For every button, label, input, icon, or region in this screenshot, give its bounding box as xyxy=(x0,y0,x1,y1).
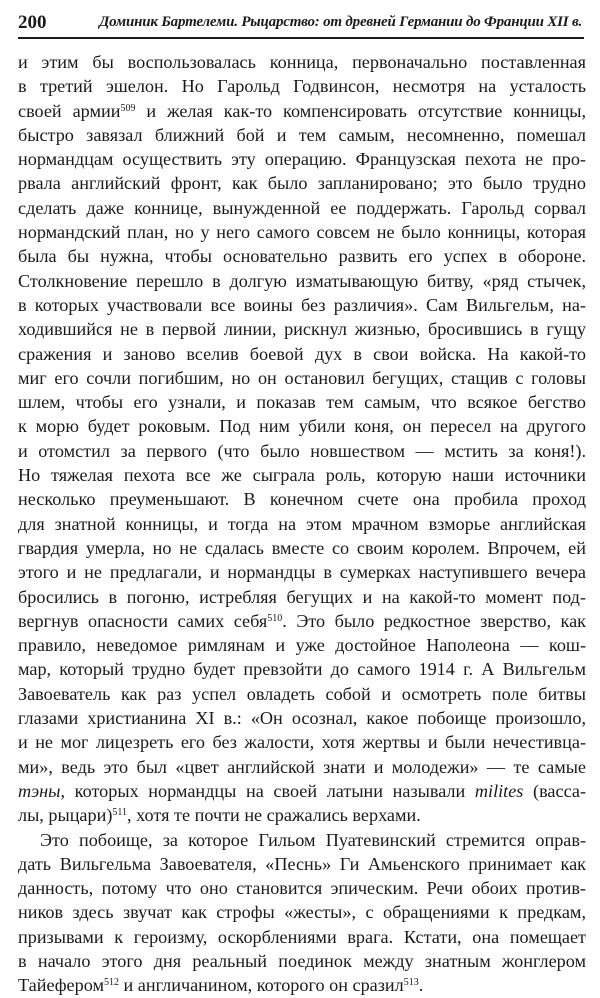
text-line xyxy=(18,293,586,317)
text-segment: и этим бы воспользовалась конница, первоначально поставленная xyxy=(18,52,586,72)
text-segment: дать Вильгельма Завоевателя, «Песнь» Ги Амьенского принимает как xyxy=(18,853,586,874)
text-line xyxy=(18,852,586,876)
text-segment: , которых нормандцы на своей латыни называли xyxy=(60,780,475,801)
text-segment: ми», ведь это был «цвет английской знати и молодежи» — те самые xyxy=(18,756,586,777)
text-segment: сделать даже коннице, вынужденной ее поддержать. Гарольд сорвал xyxy=(18,197,586,218)
text-line xyxy=(18,342,586,366)
text-segment: данность, потому что оно становится эпическим. Речи обоих против- xyxy=(18,878,586,899)
text-line xyxy=(18,196,586,220)
text-segment: нормандцам осуществить эту операцию. Французская пехота не про- xyxy=(18,149,586,170)
text-line xyxy=(18,876,586,900)
text-line xyxy=(18,439,586,463)
text-line xyxy=(18,755,586,779)
text-segment: (васса- xyxy=(523,780,586,801)
text-line xyxy=(18,171,586,195)
text-segment: в третий эшелон. Но Гарольд Годвинсон, несмотря на усталость xyxy=(18,76,586,97)
text-segment: нормандский план, но у него самого совсем не было конницы, которая xyxy=(18,222,586,243)
text-segment: рвала английский фронт, как было запланировано; это было трудно xyxy=(18,173,586,194)
text-segment: вергнув опасности самих себя xyxy=(18,610,268,631)
text-line xyxy=(18,50,586,74)
text-line xyxy=(18,147,586,171)
body-text xyxy=(18,50,586,998)
text-line xyxy=(18,536,586,560)
text-line xyxy=(18,560,586,584)
italic-term: тэны xyxy=(18,780,61,801)
footnote-marker: 510 xyxy=(267,612,283,624)
text-line xyxy=(18,657,586,681)
text-line xyxy=(18,244,586,268)
text-line xyxy=(18,512,586,536)
text-line xyxy=(18,317,586,341)
text-segment: призывами к героизму, оскорблениями врага. Кстати, она помещает xyxy=(18,926,586,947)
text-segment: ходившийся не в первой линии, рискнул жизнью, бросившись в гущу xyxy=(18,319,586,340)
text-segment: бросились в погоню, истребляя бегущих и на какой-то момент под- xyxy=(18,586,586,607)
text-segment: . xyxy=(418,975,424,996)
text-line xyxy=(18,973,586,997)
text-segment: Завоеватель как раз успел овладеть собой и осмотреть поле битвы xyxy=(18,683,586,704)
header-rule xyxy=(18,37,584,39)
text-segment: для знатной конницы, и тогда на этом мрачном взморье английская xyxy=(18,513,586,534)
footnote-marker: 513 xyxy=(403,977,419,989)
text-segment: несколько преуменьшают. В конечном счете она пробила проход xyxy=(18,489,586,510)
text-line xyxy=(18,123,586,147)
text-line xyxy=(18,585,586,609)
footnote-marker: 509 xyxy=(120,102,136,114)
text-segment: и отомстил за первого (что было новшеством — мстить за коня!). xyxy=(18,440,586,461)
text-segment: и англичанином, которого он сразил xyxy=(118,975,404,996)
text-segment: Это побоище, за которое Гильом Пуатевинский стремится оправ- xyxy=(40,829,586,850)
page-header xyxy=(18,10,584,40)
text-segment: Но тяжелая пехота все же сыграла роль, которую наши источники xyxy=(18,465,586,486)
text-line xyxy=(18,414,586,438)
text-segment: . Это было редкостное зверство, как xyxy=(282,610,586,631)
text-segment: , хотя те почти не сражались верхами. xyxy=(127,805,421,826)
text-segment: правило, неведомое римлянам и уже достойное Наполеона — кош- xyxy=(18,635,586,656)
text-segment: и не мог лицезреть его без жалости, хотя жертвы и были нечестивца- xyxy=(18,732,586,753)
text-segment: глазами христианина XI в.: «Он осознал, какое побоище произошло, xyxy=(18,708,586,729)
text-segment: шлем, чтобы его узнали, и показав тем самым, что всякое бегство xyxy=(18,392,586,413)
page-number: 200 xyxy=(18,12,47,33)
text-segment: быстро завязал ближний бой и тем самым, несомненно, помешал xyxy=(18,124,586,145)
footnote-marker: 512 xyxy=(103,977,119,989)
text-line xyxy=(18,220,586,244)
text-line xyxy=(18,463,586,487)
footnote-marker: 511 xyxy=(112,807,128,819)
text-segment: сражения и заново вселив боевой дух в свои войска. На какой-то xyxy=(18,343,586,364)
text-line xyxy=(18,269,586,293)
text-line xyxy=(18,828,586,852)
text-line xyxy=(18,74,586,98)
text-segment: Столкновение перешло в долгую изматывающую битву, «ряд стычек, xyxy=(18,270,586,291)
text-segment: гвардия умерла, но не сдалась вместе со своим королем. Впрочем, ей xyxy=(18,537,586,558)
text-line xyxy=(18,609,586,633)
text-segment: лы, рыцари) xyxy=(18,805,113,826)
text-segment: ников здесь звучат как строфы «жесты», с обращениями к предкам, xyxy=(18,902,586,923)
text-segment: и желая как-то компенсировать отсутствие конницы, xyxy=(135,100,586,121)
text-segment: была бы нужна, чтобы основательно развить его успех в обороне. xyxy=(18,246,586,267)
text-segment: к морю будет роковым. Под ним убили коня, он пересел на другого xyxy=(18,416,586,437)
text-segment: в начало этого дня реальный поединок между знатным жонглером xyxy=(18,950,586,971)
text-line xyxy=(18,682,586,706)
text-segment: этого и не предлагали, и нормандцы в сумерках наступившего вечера xyxy=(18,562,586,583)
text-line xyxy=(18,706,586,730)
text-line xyxy=(18,730,586,754)
text-line xyxy=(18,949,586,973)
text-segment: в которых участвовали все воины без различия». Сам Вильгельм, на- xyxy=(18,294,586,315)
text-line xyxy=(18,925,586,949)
text-segment: Тайефером xyxy=(18,975,104,996)
text-line xyxy=(18,633,586,657)
text-line xyxy=(18,366,586,390)
running-title: Доминик Бартелеми. Рыцарство: от древней Германии до Франции XII в. xyxy=(99,14,582,30)
text-line xyxy=(18,900,586,924)
text-line xyxy=(18,99,586,123)
italic-term: milites xyxy=(474,780,524,801)
text-line xyxy=(18,390,586,414)
text-line xyxy=(18,487,586,511)
text-line xyxy=(18,803,586,827)
text-segment: мар, который трудно будет превзойти до самого 1914 г. А Вильгельм xyxy=(18,659,586,680)
text-segment: своей армии xyxy=(18,100,121,121)
text-segment: миг его сочли погибшим, но он остановил бегущих, стащив с головы xyxy=(18,367,586,388)
text-line xyxy=(18,779,586,803)
